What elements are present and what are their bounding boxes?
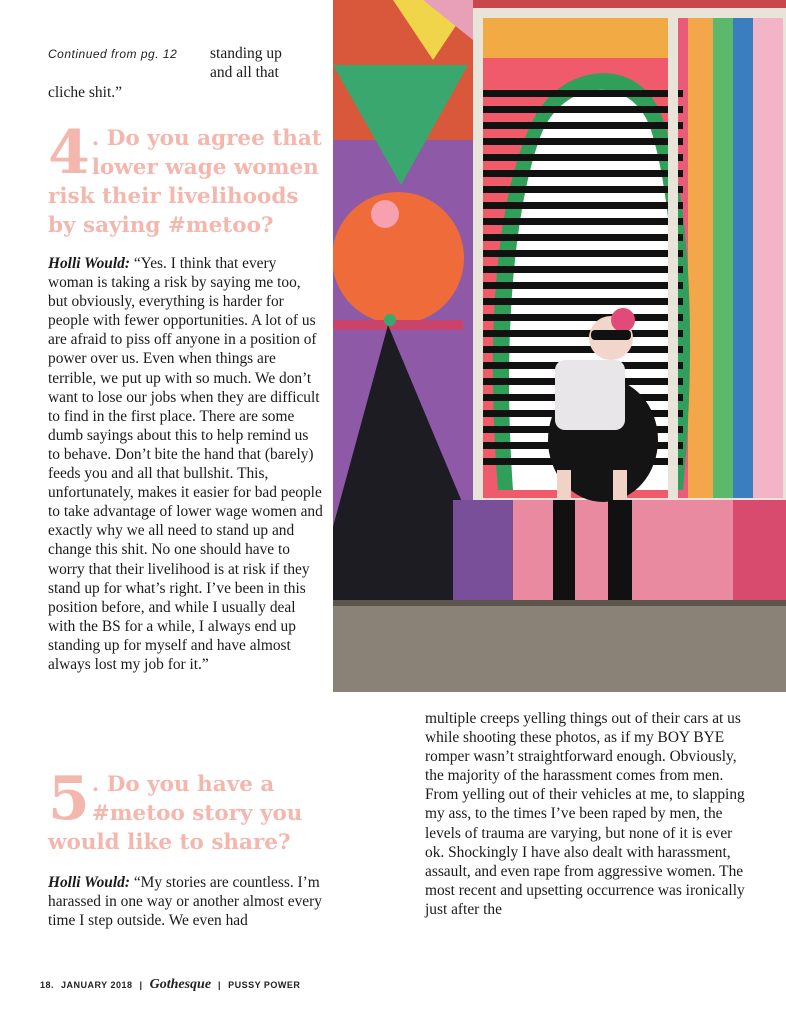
speaker-label: Holli Would:: [48, 255, 130, 272]
footer-separator: |: [218, 980, 222, 990]
answer-text: “My stories are countless. I’m harassed in one way or another almost every time I step outside. We even had: [48, 874, 322, 930]
issue-date: JANUARY 2018: [61, 980, 133, 990]
continued-tail: cliche shit.”: [48, 84, 123, 101]
question-number: 4: [48, 118, 90, 188]
answer-5: [48, 873, 348, 930]
answer-text: “Yes. I think that every woman is taking a risk by saying me too, but obviously, everything is harder for people with fewer opportunities. A lot of us are afraid to piss off anyone in a position of power over us. Even when things are terrible, we put up with so much. We don’t want to lose our jobs when they are difficult to find in the first place. There are some dumb sayings about this to help remind us to behave. Don’t bite the hand that (barely) feeds you and all that bullshit. This, unfortunately, makes it easier for bad people to take advantage of lower wage women and exactly why we all need to stand up and change this shit. No one should have to worry that their livelihood is at risk if they stand up for what’s right. I’ve been in this position before, and while I usually deal with the BS for a while, I always end up standing up for myself and have almost always lost my job for it.”: [48, 255, 323, 673]
continued-line: standing up: [210, 45, 282, 62]
answer-4: [48, 254, 323, 674]
question-number: 5: [48, 764, 90, 834]
continued-line: and all that: [210, 64, 279, 81]
section-name: PUSSY POWER: [228, 980, 301, 990]
question-text: . Do you agree that lower wage women risk their livelihoods by saying #metoo?: [48, 126, 322, 238]
mural-photo: [333, 0, 786, 692]
page-footer: [40, 977, 300, 993]
answer-5-continued: multiple creeps yelling things out of their cars at us while shooting these photos, as if my BOY BYE romper wasn’t straightforward enough. Obviously, the majority of the harassment comes from men. From yelling out of their vehicles at me, to slapping my ass, to the times I’ve been raped by men, the levels of trauma are varying, but none of it is ever ok. Shockingly I have also dealt with harassment, assault, and even rape from aggressive women. The most recent and upsetting occurrence was ironically just after the: [425, 710, 745, 918]
speaker-label: Holli Would:: [48, 874, 130, 891]
question-4-heading: [48, 118, 323, 240]
continued-text: [210, 44, 282, 82]
magazine-logo: Gothesque: [149, 977, 212, 992]
page-number: 18.: [40, 980, 55, 990]
question-text: . Do you have a #metoo story you would like to share?: [48, 772, 303, 855]
question-5-heading: [48, 764, 370, 857]
continued-label: Continued from pg. 12: [48, 47, 178, 61]
footer-separator: |: [139, 980, 143, 990]
